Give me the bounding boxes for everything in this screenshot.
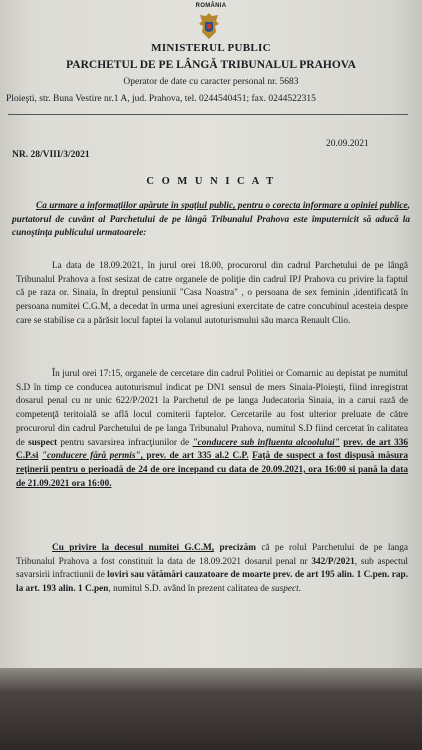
paragraph-3 bbox=[16, 542, 408, 597]
p3-text1: că pe rolul Parchetului de pe langa Tribunalul Prahova a fost constituit la data de 18.09.2021 dosarul penal nr bbox=[16, 543, 409, 567]
intro-underlined: Ca urmare a informaţiilor apărute în spaţiul public, pentru o corecta informare a opiniei publice bbox=[36, 201, 408, 211]
header-divider bbox=[8, 114, 408, 115]
paragraph-2 bbox=[16, 368, 408, 491]
p3-suspect: suspect. bbox=[271, 584, 302, 595]
intro-rest: , purtatorul de cuvânt al Parchetului de pe lângă Tribunalul Prahova este împuternicit să aducă la cunoştinţa publicului urmatoarele: bbox=[12, 201, 410, 239]
p2-offence1: "conducere sub influenta alcoolului" bbox=[192, 437, 340, 448]
p2-si: si bbox=[32, 451, 39, 462]
document-title: C O M U N I C A T bbox=[146, 176, 276, 187]
p3-text2: , sub aspectul savarsirii infractiunii de bbox=[16, 556, 408, 581]
p2-legal1: prev. de art 336 C.P. bbox=[16, 437, 409, 462]
p2-detention: Faţă de suspect a fost dispusă măsura reţinerii pentru o perioadă de 24 de ore incepand cu data de 20.09.2021, ora 16:00 si pană la data de 21.09.2021 ora 16:00. bbox=[16, 451, 408, 489]
p3-offence: lovirì sau vătămări cauzatoare de moarte prev. de art 195 alin. 1 C.pen. rap. la art. 193 alin. 1 C.pen bbox=[16, 570, 408, 595]
address-line: Ploieşti, str. Buna Vestire nr.1 A, jud. Prahova, tel. 0244540451; fax. 0244522315 bbox=[6, 94, 316, 104]
operator-line: Operator de date cu caracter personal nr. 5683 bbox=[123, 77, 299, 87]
ministry-name: MINISTERUL PUBLIC bbox=[151, 42, 271, 54]
p3-file: 342/P/2021 bbox=[311, 556, 355, 567]
p2-text1: În jurul orei 17:15, organele de cercetare din cadrul Politiei or Comarnic au depistat pe numitul S.D în timp ce conducea autoturismul indicat pe DN1 sensul de mers Sinaia-Ploieşti, fiind inregistrat dosarul penal cu nr unic 622/P/2021 la Parchetul de pe langa Judecatoria Sinaia, in a carui rază de competenţă teritoială se află locul comiterii faptelor. Cercetarile au fost ulterior preluate de către procurorul din cadrul Parchetului de pe langa Tribunalul Prahova, numitul S.D fiind cercetat în calitatea de bbox=[16, 369, 408, 448]
p2-text2: pentru savarsirea infracţiunilor de bbox=[60, 437, 190, 448]
table-surface bbox=[0, 668, 422, 750]
office-name: PARCHETUL DE PE LÂNGĂ TRIBUNALUL PRAHOVA bbox=[66, 59, 356, 71]
intro-paragraph bbox=[12, 200, 410, 241]
p2-suspect: suspect bbox=[28, 437, 58, 448]
document-number: NR. 28/VIII/3/2021 bbox=[12, 150, 90, 160]
coat-of-arms-icon bbox=[198, 12, 220, 40]
paragraph-1: La data de 18.09.2021, în jurul orei 18.00, procurorul din cadrul Parchetului de pe lângă Tribunalul Prahova a fost sesizat de catre organele de poliţie din cadrul IPJ Prahova cu privire la faptul că pe raza or. Sinaia, în dreptul pensiunii "Casa Noastra" , o persoana de sex feminin ,identificată în persoana numitei C.G.M, a decedat în urma unei agresiuni exercitate de catre concubinul acesteia despre care se stabilise ca a părăsit locul faptei la volanul autoturismului său marca Renault Clio. bbox=[16, 261, 408, 326]
p3-emph: precizăm bbox=[219, 543, 256, 553]
country-label: ROMÂNIA bbox=[195, 3, 227, 9]
document-date: 20.09.2021 bbox=[326, 139, 369, 149]
p2-offence2: "conducere fără permis" bbox=[41, 451, 141, 462]
p3-lead: Cu privire la decesul numitei G.C.M, bbox=[52, 543, 215, 553]
p2-legal2: , prev. de art 335 al.2 C.P. bbox=[140, 451, 249, 462]
p3-text3: , numitul S.D. având în prezent calitatea de bbox=[108, 584, 270, 595]
